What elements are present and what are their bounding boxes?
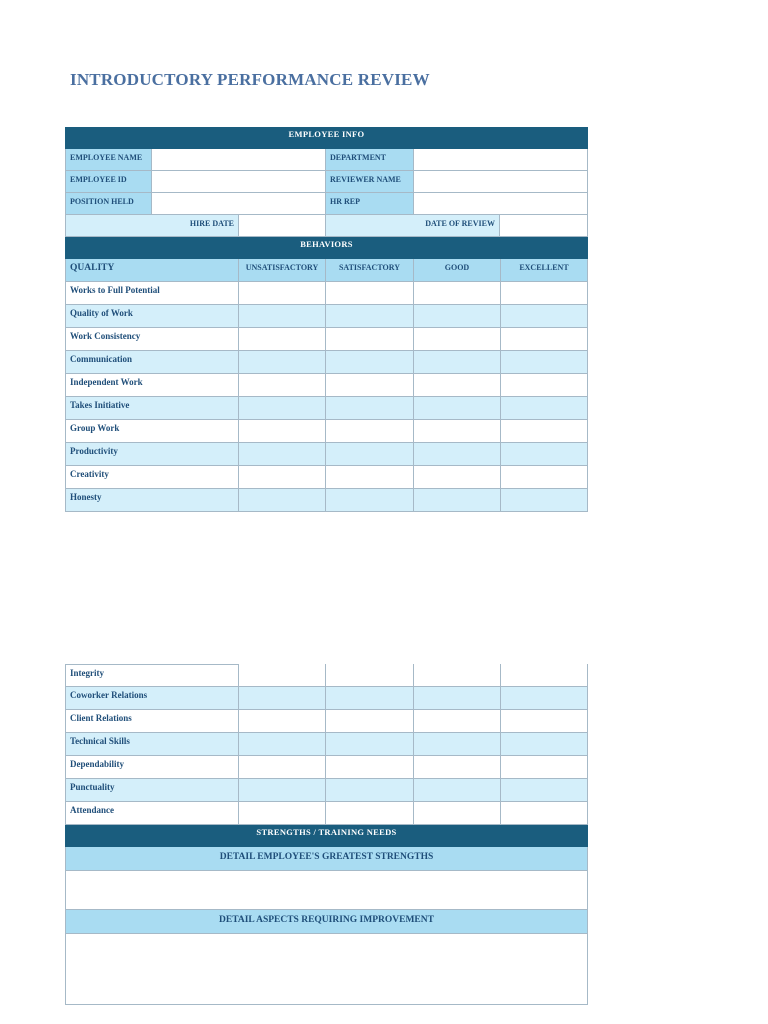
- rating-cell-excellent[interactable]: [501, 802, 588, 825]
- behavior-label: Integrity: [65, 664, 239, 687]
- behavior-label: Work Consistency: [65, 328, 239, 351]
- rating-cell-good[interactable]: [414, 282, 501, 305]
- rating-cell-good[interactable]: [414, 443, 501, 466]
- review-form-part-1: [65, 127, 588, 512]
- rating-cell-satisfactory[interactable]: [326, 466, 414, 489]
- improvement-textarea[interactable]: [65, 934, 588, 1005]
- rating-cell-excellent[interactable]: [501, 489, 588, 512]
- review-form-part-2: [65, 664, 588, 1005]
- rating-cell-satisfactory[interactable]: [326, 351, 414, 374]
- rating-cell-unsatisfactory[interactable]: [239, 756, 326, 779]
- page-title: INTRODUCTORY PERFORMANCE REVIEW: [70, 70, 430, 89]
- rating-cell-satisfactory[interactable]: [326, 328, 414, 351]
- behavior-row: [65, 420, 588, 443]
- strengths-header: STRENGTHS / TRAINING NEEDS: [65, 825, 588, 847]
- rating-cell-good[interactable]: [414, 351, 501, 374]
- reviewer-name-field[interactable]: [414, 171, 588, 193]
- behavior-label: Dependability: [65, 756, 239, 779]
- rating-cell-excellent[interactable]: [501, 466, 588, 489]
- behavior-row: [65, 328, 588, 351]
- behavior-label: Productivity: [65, 443, 239, 466]
- rating-cell-excellent[interactable]: [501, 733, 588, 756]
- rating-cell-good[interactable]: [414, 756, 501, 779]
- behavior-row: [65, 802, 588, 825]
- department-field[interactable]: [414, 149, 588, 171]
- rating-cell-satisfactory[interactable]: [326, 489, 414, 512]
- rating-cell-good[interactable]: [414, 779, 501, 802]
- rating-satisfactory-header: SATISFACTORY: [326, 259, 414, 282]
- rating-cell-unsatisfactory[interactable]: [239, 374, 326, 397]
- position-held-field[interactable]: [152, 193, 326, 215]
- rating-cell-unsatisfactory[interactable]: [239, 802, 326, 825]
- behavior-label: Client Relations: [65, 710, 239, 733]
- rating-cell-unsatisfactory[interactable]: [239, 443, 326, 466]
- info-row-dates: [65, 215, 588, 237]
- behavior-row: [65, 397, 588, 420]
- rating-cell-excellent[interactable]: [501, 687, 588, 710]
- rating-cell-unsatisfactory[interactable]: [239, 466, 326, 489]
- rating-unsatisfactory-header: UNSATISFACTORY: [239, 259, 326, 282]
- rating-good-header: GOOD: [414, 259, 501, 282]
- improvement-label: DETAIL ASPECTS REQUIRING IMPROVEMENT: [65, 910, 588, 934]
- rating-cell-satisfactory[interactable]: [326, 282, 414, 305]
- rating-cell-satisfactory[interactable]: [326, 443, 414, 466]
- rating-cell-unsatisfactory[interactable]: [239, 328, 326, 351]
- rating-cell-unsatisfactory[interactable]: [239, 489, 326, 512]
- rating-cell-satisfactory[interactable]: [326, 664, 414, 687]
- rating-cell-satisfactory[interactable]: [326, 779, 414, 802]
- behavior-row: [65, 664, 588, 687]
- rating-cell-excellent[interactable]: [501, 664, 588, 687]
- behavior-label: Communication: [65, 351, 239, 374]
- employee-id-field[interactable]: [152, 171, 326, 193]
- rating-cell-satisfactory[interactable]: [326, 710, 414, 733]
- behavior-row: [65, 374, 588, 397]
- hr-rep-field[interactable]: [414, 193, 588, 215]
- info-row-3: [65, 193, 588, 215]
- ratings-header-row: [65, 259, 588, 282]
- reviewer-name-label: REVIEWER NAME: [326, 171, 414, 193]
- behavior-row: [65, 733, 588, 756]
- rating-cell-satisfactory[interactable]: [326, 397, 414, 420]
- behavior-row: [65, 282, 588, 305]
- rating-cell-good[interactable]: [414, 687, 501, 710]
- behavior-label: Punctuality: [65, 779, 239, 802]
- hire-date-label: HIRE DATE: [65, 215, 239, 237]
- behavior-label: Group Work: [65, 420, 239, 443]
- rating-cell-good[interactable]: [414, 710, 501, 733]
- rating-cell-satisfactory[interactable]: [326, 756, 414, 779]
- rating-cell-unsatisfactory[interactable]: [239, 420, 326, 443]
- rating-cell-good[interactable]: [414, 733, 501, 756]
- info-row-2: [65, 171, 588, 193]
- behavior-label: Takes Initiative: [65, 397, 239, 420]
- behaviors-list-1: [65, 282, 588, 512]
- rating-cell-good[interactable]: [414, 305, 501, 328]
- behavior-label: Creativity: [65, 466, 239, 489]
- rating-cell-good[interactable]: [414, 466, 501, 489]
- greatest-strengths-label: DETAIL EMPLOYEE'S GREATEST STRENGTHS: [65, 847, 588, 871]
- behavior-row: [65, 466, 588, 489]
- rating-cell-excellent[interactable]: [501, 420, 588, 443]
- rating-cell-satisfactory[interactable]: [326, 733, 414, 756]
- behavior-row: [65, 489, 588, 512]
- behavior-label: Coworker Relations: [65, 687, 239, 710]
- behavior-label: Attendance: [65, 802, 239, 825]
- behaviors-list-2: [65, 664, 588, 825]
- rating-cell-unsatisfactory[interactable]: [239, 664, 326, 687]
- rating-cell-unsatisfactory[interactable]: [239, 710, 326, 733]
- rating-cell-excellent[interactable]: [501, 305, 588, 328]
- rating-cell-excellent[interactable]: [501, 710, 588, 733]
- rating-cell-good[interactable]: [414, 802, 501, 825]
- rating-cell-satisfactory[interactable]: [326, 374, 414, 397]
- rating-cell-unsatisfactory[interactable]: [239, 687, 326, 710]
- employee-info-header: EMPLOYEE INFO: [65, 127, 588, 149]
- rating-cell-unsatisfactory[interactable]: [239, 733, 326, 756]
- behavior-label: Quality of Work: [65, 305, 239, 328]
- rating-cell-excellent[interactable]: [501, 351, 588, 374]
- rating-cell-unsatisfactory[interactable]: [239, 351, 326, 374]
- info-row-1: [65, 149, 588, 171]
- behavior-row: [65, 305, 588, 328]
- behavior-row: [65, 443, 588, 466]
- rating-cell-excellent[interactable]: [501, 779, 588, 802]
- position-held-label: POSITION HELD: [65, 193, 152, 215]
- rating-cell-excellent[interactable]: [501, 282, 588, 305]
- rating-cell-satisfactory[interactable]: [326, 305, 414, 328]
- rating-cell-excellent[interactable]: [501, 443, 588, 466]
- rating-cell-unsatisfactory[interactable]: [239, 282, 326, 305]
- behavior-label: Works to Full Potential: [65, 282, 239, 305]
- rating-cell-satisfactory[interactable]: [326, 802, 414, 825]
- behavior-row: [65, 756, 588, 779]
- behavior-row: [65, 351, 588, 374]
- rating-cell-good[interactable]: [414, 420, 501, 443]
- rating-cell-satisfactory[interactable]: [326, 687, 414, 710]
- rating-cell-excellent[interactable]: [501, 397, 588, 420]
- review-date-label: DATE OF REVIEW: [326, 215, 500, 237]
- greatest-strengths-textarea[interactable]: [65, 871, 588, 910]
- behavior-label: Honesty: [65, 489, 239, 512]
- department-label: DEPARTMENT: [326, 149, 414, 171]
- quality-label: QUALITY: [65, 259, 239, 282]
- behaviors-header: BEHAVIORS: [65, 237, 588, 259]
- rating-cell-good[interactable]: [414, 374, 501, 397]
- behavior-label: Technical Skills: [65, 733, 239, 756]
- rating-cell-good[interactable]: [414, 328, 501, 351]
- rating-cell-unsatisfactory[interactable]: [239, 779, 326, 802]
- rating-cell-unsatisfactory[interactable]: [239, 305, 326, 328]
- employee-name-label: EMPLOYEE NAME: [65, 149, 152, 171]
- behavior-row: [65, 687, 588, 710]
- review-date-field[interactable]: [500, 215, 588, 237]
- hire-date-field[interactable]: [239, 215, 326, 237]
- rating-cell-excellent[interactable]: [501, 756, 588, 779]
- employee-id-label: EMPLOYEE ID: [65, 171, 152, 193]
- rating-cell-good[interactable]: [414, 489, 501, 512]
- rating-cell-unsatisfactory[interactable]: [239, 397, 326, 420]
- behavior-row: [65, 710, 588, 733]
- rating-cell-satisfactory[interactable]: [326, 420, 414, 443]
- rating-cell-good[interactable]: [414, 397, 501, 420]
- rating-excellent-header: EXCELLENT: [501, 259, 588, 282]
- employee-name-field[interactable]: [152, 149, 326, 171]
- rating-cell-good[interactable]: [414, 664, 501, 687]
- rating-cell-excellent[interactable]: [501, 374, 588, 397]
- hr-rep-label: HR REP: [326, 193, 414, 215]
- behavior-row: [65, 779, 588, 802]
- behavior-label: Independent Work: [65, 374, 239, 397]
- rating-cell-excellent[interactable]: [501, 328, 588, 351]
